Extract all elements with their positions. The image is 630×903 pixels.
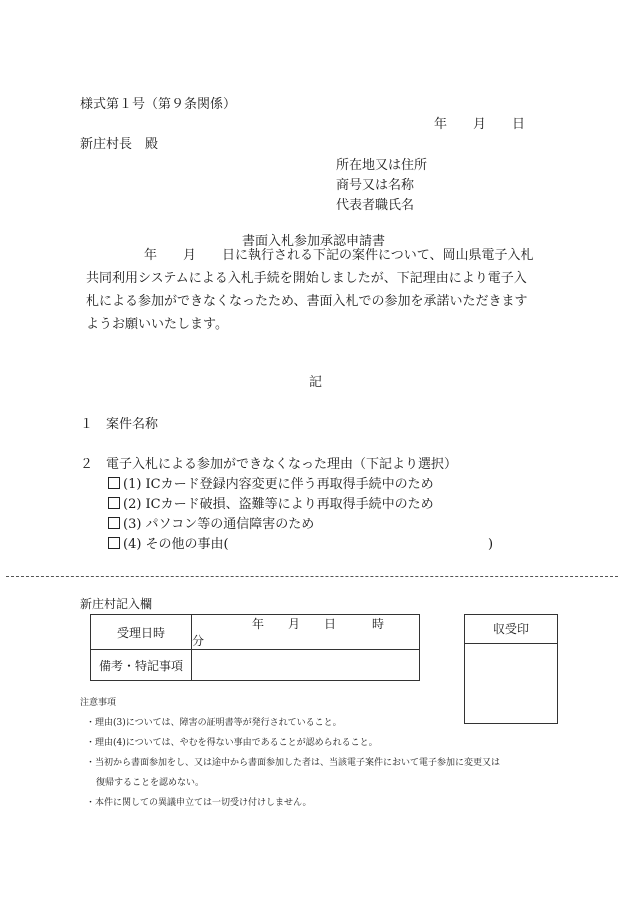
- reason-option-3[interactable]: [108, 516, 314, 534]
- checkbox[interactable]: [108, 517, 120, 529]
- reason-label: (3) パソコン等の通信障害のため: [123, 517, 315, 532]
- notes-title: 注意事項: [80, 698, 117, 708]
- addressee: 新庄村長 殿: [80, 137, 159, 152]
- date-line: 年 月 日: [434, 117, 526, 132]
- applicant-name-label: 商号又は名称: [336, 178, 415, 193]
- note-item: ・本件に関しての異議申立ては一切受け付けしません。: [86, 798, 312, 808]
- body-paragraph: [86, 244, 562, 336]
- checkbox[interactable]: [108, 497, 120, 509]
- reason-label: (1) ICカード登録内容変更に伴う再取得手続中のため: [123, 477, 434, 492]
- other-reason-close-paren: ): [488, 537, 494, 552]
- body-line: 共同利用システムによる入札手続を開始しましたが、下記理由により電子入: [86, 271, 527, 286]
- received-datetime-label: 受理日時: [91, 615, 192, 650]
- note-item: ・理由(4)については、やむを得ない事由であることが認められること。: [86, 738, 378, 748]
- reason-option-1[interactable]: [108, 476, 434, 494]
- applicant-representative-label: 代表者職氏名: [336, 198, 415, 213]
- receipt-stamp-box: [464, 614, 558, 724]
- body-line: ようお願いいたします。: [86, 317, 228, 332]
- item-2-reason-heading: ２ 電子入札による参加ができなくなった理由（下記より選択）: [80, 457, 458, 472]
- office-use-table: [90, 614, 420, 681]
- cut-line-divider: [6, 576, 618, 577]
- reason-label: (4) その他の事由(: [123, 537, 229, 552]
- note-item: ・理由(3)については、障害の証明書等が発行されていること。: [86, 718, 342, 728]
- document-title: 書面入札参加承認申請書: [242, 234, 386, 249]
- reason-option-4[interactable]: [108, 536, 229, 554]
- received-datetime-text: 年 月 日 時 分: [192, 617, 409, 648]
- item-1-case-name: １ 案件名称: [80, 417, 159, 432]
- checkbox[interactable]: [108, 477, 120, 489]
- ki-heading: 記: [309, 375, 323, 390]
- received-datetime-value[interactable]: [192, 615, 420, 650]
- form-number: 様式第１号（第９条関係）: [80, 97, 237, 112]
- remarks-field[interactable]: [192, 650, 420, 681]
- note-item: ・当初から書面参加をし、又は途中から書面参加した者は、当該電子案件において電子参加に変更又は: [86, 758, 501, 768]
- table-row: [91, 615, 420, 650]
- office-use-title: 新庄村記入欄: [80, 597, 153, 611]
- table-row: [91, 650, 420, 681]
- body-line: 年 月 日に執行される下記の案件について、岡山県電子入札: [144, 248, 534, 263]
- reason-label: (2) ICカード破損、盗難等により再取得手続中のため: [123, 497, 434, 512]
- note-item-continued: 復帰することを認めない。: [96, 778, 205, 788]
- applicant-address-label: 所在地又は住所: [336, 158, 428, 173]
- body-line: 札による参加ができなくなったため、書面入札での参加を承諾いただきます: [86, 294, 528, 309]
- remarks-label: 備考・特記事項: [91, 650, 192, 681]
- checkbox[interactable]: [108, 537, 120, 549]
- receipt-stamp-label: 収受印: [465, 615, 557, 644]
- reason-option-2[interactable]: [108, 496, 434, 514]
